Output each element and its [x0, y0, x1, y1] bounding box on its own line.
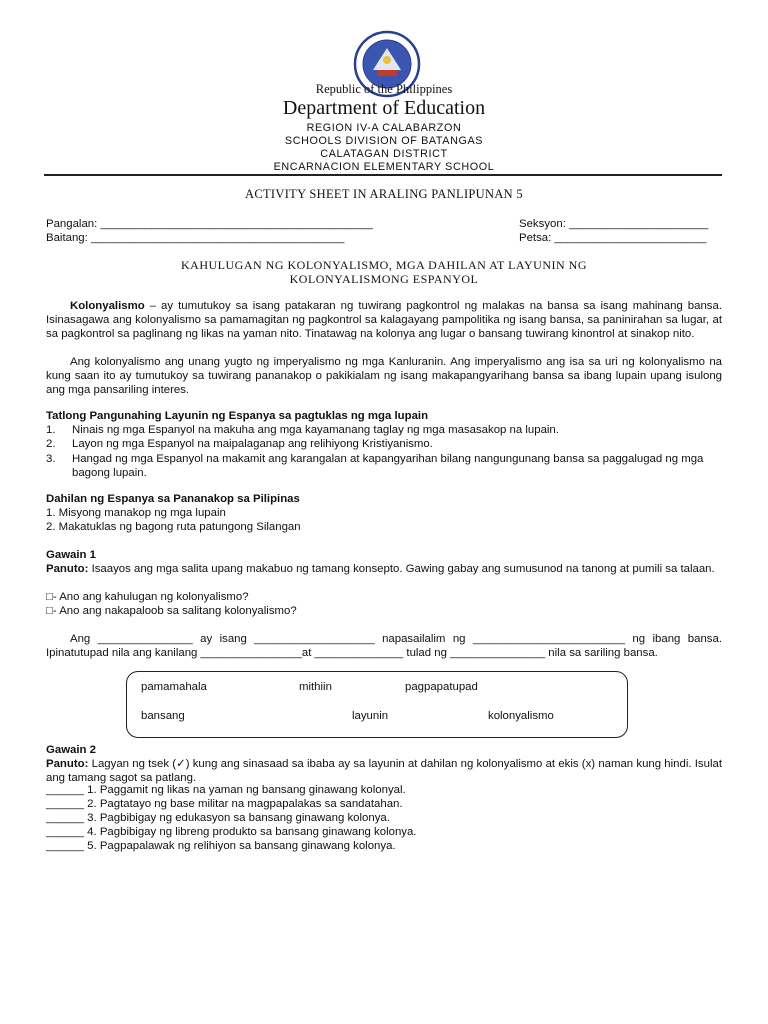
fill-sentence-line1[interactable]: Ang _______________ ay isang ___________________ napasailalim ng ________________________ ng ibang bansa.: [70, 633, 722, 645]
gawain1-question-2: □- Ano ang nakapaloob sa salitang kolonyalismo?: [46, 605, 297, 617]
gawain2-item-5[interactable]: ______ 5. Pagpapalawak ng relihiyon sa bansang ginawang kolonya.: [46, 840, 396, 852]
item-number: 2.: [46, 438, 56, 450]
definition-text: – ay tumutukoy sa isang patakaran ng tuwirang pagkontrol ng malakas na bansa sa isang mahinang bansa. Isinasagawa ang kolonyalismo sa pamamagitan ng pagkontrol sa kalagayang pampolitika ng isang bansa, sa paninirahan sa lugar, at sa pagkontrol sa paglinang ng likas na yaman nito. Tinatawag na kolonya ang lugar o bansang tuwirang kinontrol at sinakop nito.: [46, 300, 722, 340]
district-line: CALATAGAN DISTRICT: [320, 148, 448, 160]
word-bank-item: pamamahala: [141, 681, 207, 693]
seksyon-field[interactable]: Seksyon: ______________________: [519, 218, 709, 230]
petsa-field[interactable]: Petsa: ________________________: [519, 232, 707, 244]
panuto-label: Panuto:: [46, 758, 89, 770]
panuto-text: Lagyan ng tsek (✓) kung ang sinasaad sa ibaba ay sa layunin at dahilan ng kolonyalismo at ekis (x) naman kung hindi. Isulat ang tamang sagot sa patlang.: [46, 758, 722, 784]
dahilan-heading: Dahilan ng Espanya sa Pananakop sa Pilipinas: [46, 493, 300, 505]
dahilan-item-1: 1. Misyong manakop ng mga lupain: [46, 507, 226, 519]
imperyalismo-paragraph: Ang kolonyalismo ang unang yugto ng imperyalismo ng mga Kanluranin. Ang imperyalismo ang isa sa uri ng kolonyalismo na kung saan ito ay tumutukoy sa tuwirang pananakop o pakikialam ng isang makapangyarihang bansa sa ibang lupain upang isulong ang mga pansariling interes.: [46, 356, 722, 396]
dahilan-item-2: 2. Makatuklas ng bagong ruta patungong Silangan: [46, 521, 301, 533]
word-bank-item: bansang: [141, 710, 185, 722]
word-bank-item: mithiin: [299, 681, 332, 693]
item-number: 1.: [46, 424, 56, 436]
division-line: SCHOOLS DIVISION OF BATANGAS: [284, 135, 484, 147]
topic-title-line2: KOLONYALISMONG ESPANYOL: [289, 272, 479, 286]
word-bank-item: kolonyalismo: [488, 710, 554, 722]
topic-title-line1: KAHULUGAN NG KOLONYALISMO, MGA DAHILAN AT LAYUNIN NG: [181, 258, 587, 272]
region-line: REGION IV-A CALABARZON: [306, 122, 462, 134]
gawain1-question-1: □- Ano ang kahulugan ng kolonyalismo?: [46, 591, 249, 603]
gawain2-title: Gawain 2: [46, 744, 97, 756]
gawain1-title: Gawain 1: [46, 549, 97, 561]
panuto-label: Panuto:: [46, 563, 89, 575]
fill-sentence-line2[interactable]: Ipinatutupad nila ang kanilang ________________at ______________ tulad ng _______________ nila sa sariling bansa.: [46, 647, 658, 659]
gawain2-item-4[interactable]: ______ 4. Pagbibigay ng libreng produkto sa bansang ginawang kolonya.: [46, 826, 417, 838]
department-title: Department of Education: [282, 97, 486, 119]
item-text: Layon ng mga Espanyol na maipalaganap ang relihiyong Kristiyanismo.: [72, 438, 433, 450]
gawain1-panuto: [46, 562, 722, 576]
word-bank-item: pagpapatupad: [405, 681, 478, 693]
layunin-heading: Tatlong Pangunahing Layunin ng Espanya sa pagtuklas ng mga lupain: [46, 410, 429, 422]
baitang-field[interactable]: Baitang: ________________________________________: [46, 232, 345, 244]
school-line: ENCARNACION ELEMENTARY SCHOOL: [273, 161, 495, 173]
gawain2-item-2[interactable]: ______ 2. Pagtatayo ng base militar na magpapalakas sa sandatahan.: [46, 798, 403, 810]
header-divider: [44, 174, 722, 176]
gawain2-panuto: [46, 757, 722, 785]
item-number: 3.: [46, 453, 56, 465]
word-bank-item: layunin: [352, 710, 389, 722]
republic-line: Republic of the Philippines: [315, 82, 453, 96]
panuto-text: Isaayos ang mga salita upang makabuo ng tamang konsepto. Gawing gabay ang sumusunod na tanong at pumili sa talaan.: [88, 563, 715, 575]
pangalan-field[interactable]: Pangalan: ___________________________________________: [46, 218, 373, 230]
item-text: Hangad ng mga Espanyol na makamit ang karangalan at kapangyarihan bilang nangungunang bansa sa paggalugad ng mga bagong lupain.: [72, 453, 704, 479]
item-text: Ninais ng mga Espanyol na makuha ang mga kayamanang taglay ng mga masasakop na lupain.: [72, 424, 559, 436]
definition-paragraph: [46, 299, 722, 341]
term-kolonyalismo: Kolonyalismo: [70, 300, 145, 312]
gawain2-item-1[interactable]: ______ 1. Paggamit ng likas na yaman ng bansang ginawang kolonyal.: [46, 784, 406, 796]
activity-title: ACTIVITY SHEET IN ARALING PANLIPUNAN 5: [245, 187, 523, 201]
gawain2-item-3[interactable]: ______ 3. Pagbibigay ng edukasyon sa bansang ginawang kolonya.: [46, 812, 390, 824]
